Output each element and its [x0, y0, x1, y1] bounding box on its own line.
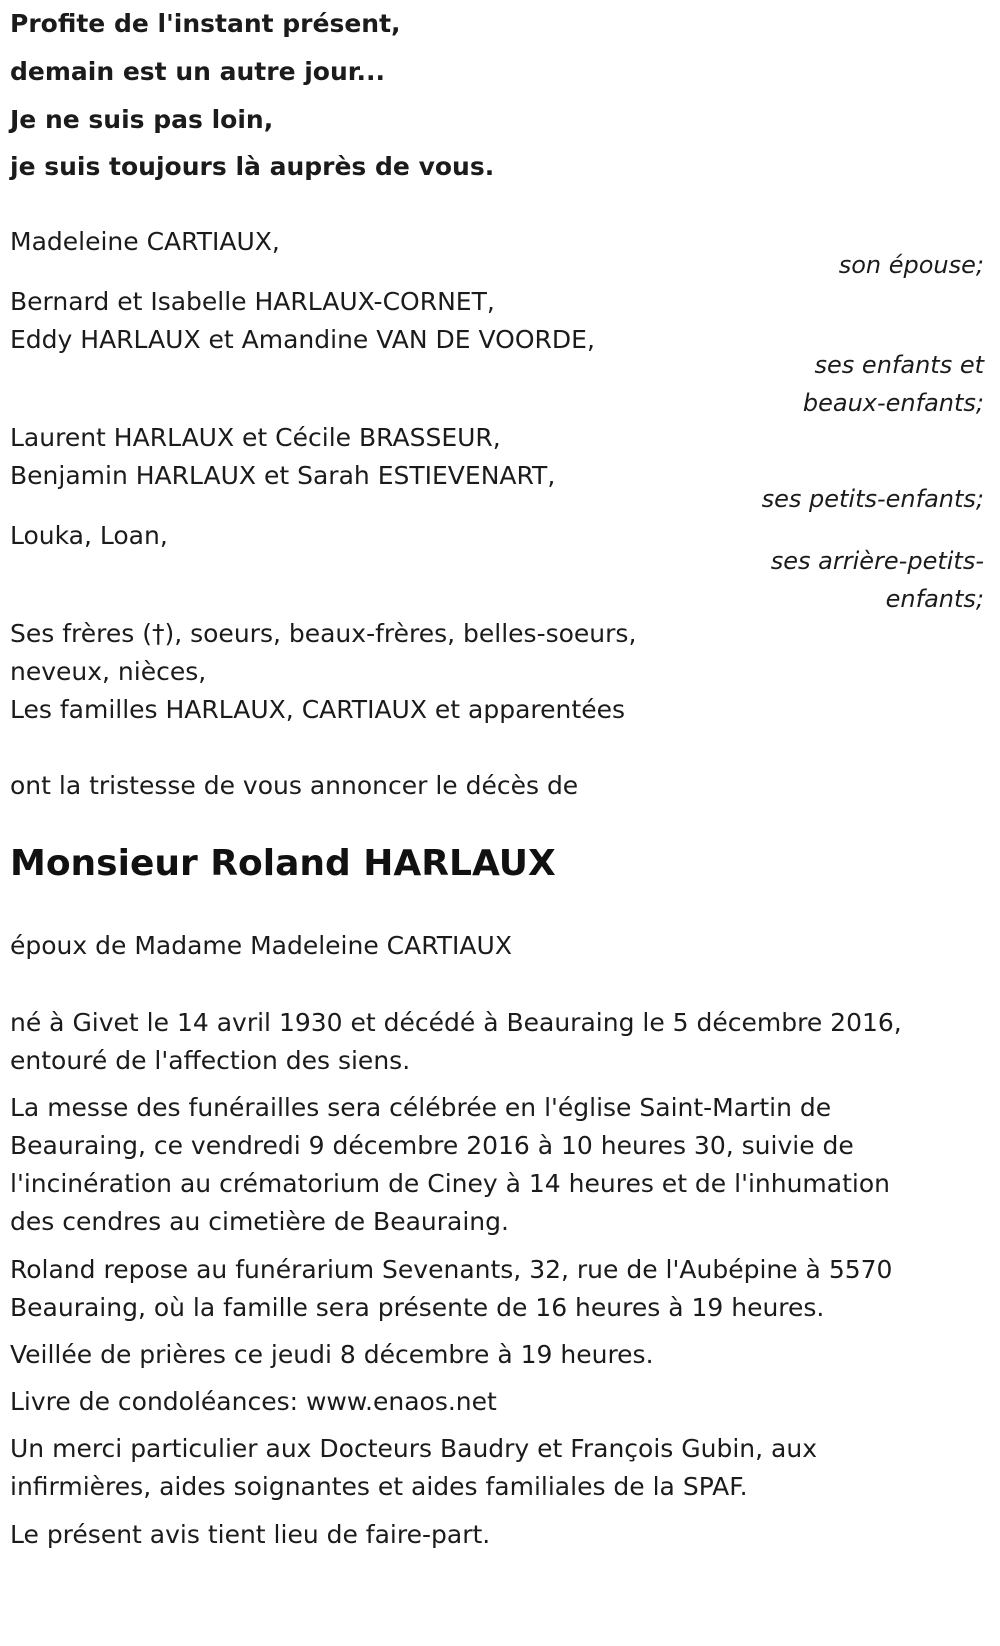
announcement-text: ont la tristesse de vous annoncer le décès de: [10, 771, 579, 800]
detail-line: des cendres au cimetière de Beauraing.: [10, 1207, 509, 1236]
siblings-line: neveux, nièces,: [10, 657, 207, 686]
condolence-book-line: Livre de condoléances: www.enaos.net: [10, 1387, 497, 1416]
poem-line: je suis toujours là auprès de vous.: [10, 152, 495, 181]
deceased-name: Monsieur Roland HARLAUX: [10, 843, 556, 884]
great-grandchildren-line: Louka, Loan,: [10, 521, 168, 550]
poem-line: Profite de l'instant présent,: [10, 9, 401, 38]
grandchildren-line: Benjamin HARLAUX et Sarah ESTIEVENART,: [10, 461, 556, 490]
detail-line: Veillée de prières ce jeudi 8 décembre à 19 heures.: [10, 1340, 654, 1369]
detail-line: infirmières, aides soignantes et aides familiales de la SPAF.: [10, 1472, 748, 1501]
detail-line: né à Givet le 14 avril 1930 et décédé à Beauraing le 5 décembre 2016,: [10, 1008, 902, 1037]
spouse-of-line: époux de Madame Madeleine CARTIAUX: [10, 931, 512, 960]
children-relation: ses enfants et beaux-enfants;: [802, 351, 984, 417]
detail-line: Le présent avis tient lieu de faire-part.: [10, 1520, 491, 1549]
detail-line: Beauraing, où la famille sera présente de 16 heures à 19 heures.: [10, 1293, 825, 1322]
detail-line: La messe des funérailles sera célébrée en l'église Saint-Martin de: [10, 1093, 832, 1122]
siblings-line: Ses frères (†), soeurs, beaux-frères, belles-soeurs,: [10, 619, 637, 648]
detail-line: l'incinération au crématorium de Ciney à 14 heures et de l'inhumation: [10, 1169, 890, 1198]
poem-line: Je ne suis pas loin,: [10, 105, 274, 134]
detail-line: Un merci particulier aux Docteurs Baudry et François Gubin, aux: [10, 1434, 817, 1463]
detail-line: Roland repose au funérarium Sevenants, 32, rue de l'Aubépine à 5570: [10, 1255, 893, 1284]
spouse-relation: son épouse;: [838, 251, 984, 279]
great-grandchildren-relation: ses arrière-petits- enfants;: [770, 547, 984, 613]
detail-line: Beauraing, ce vendredi 9 décembre 2016 à 10 heures 30, suivie de: [10, 1131, 854, 1160]
poem-line: demain est un autre jour...: [10, 57, 386, 86]
children-line: Bernard et Isabelle HARLAUX-CORNET,: [10, 287, 495, 316]
grandchildren-relation: ses petits-enfants;: [761, 485, 984, 513]
families-line: Les familles HARLAUX, CARTIAUX et apparentées: [10, 695, 625, 724]
spouse-name: Madeleine CARTIAUX,: [10, 227, 280, 256]
detail-line: entouré de l'affection des siens.: [10, 1046, 411, 1075]
grandchildren-line: Laurent HARLAUX et Cécile BRASSEUR,: [10, 423, 501, 452]
children-line: Eddy HARLAUX et Amandine VAN DE VOORDE,: [10, 325, 595, 354]
